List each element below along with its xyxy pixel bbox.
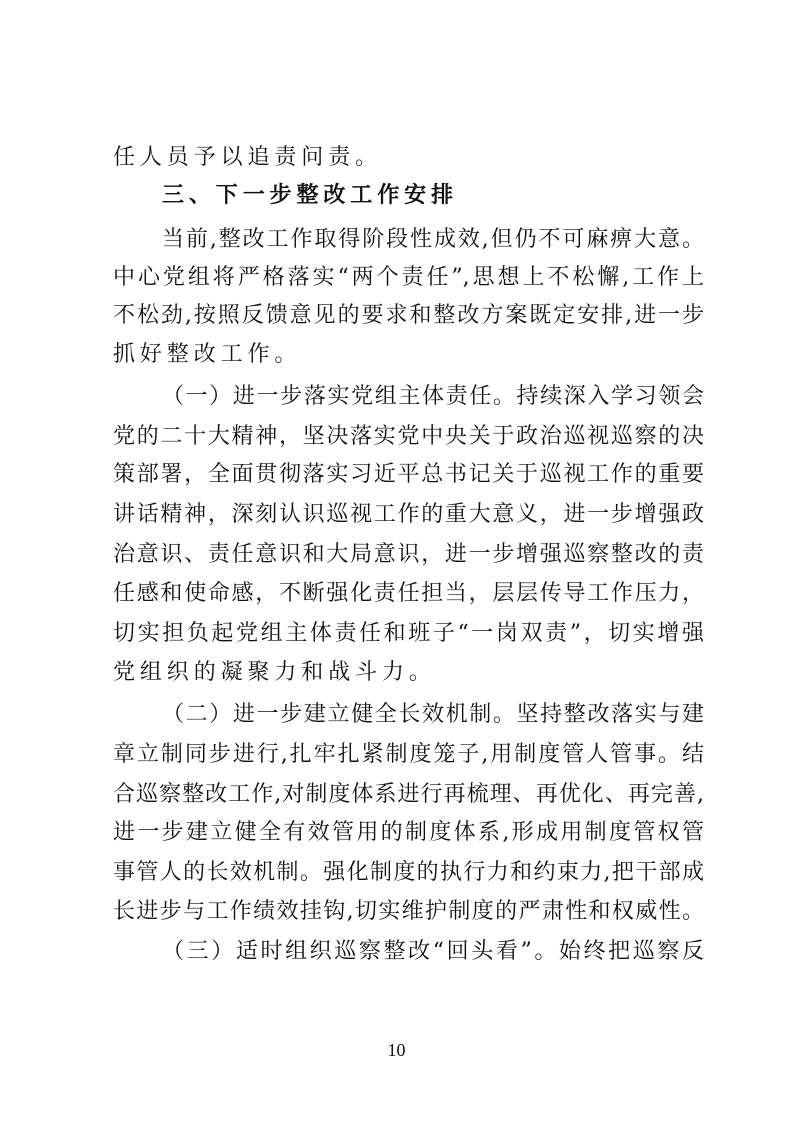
paragraph-line: 事管人的长效机制。强化制度的执行力和约束力,把干部成: [113, 860, 704, 885]
paragraph-line: 策部署，全面贯彻落实习近平总书记关于巡视工作的重要: [113, 462, 704, 487]
paragraph-line: 党组织的凝聚力和战斗力。: [113, 660, 436, 685]
paragraph-line: 中心党组将严格落实“两个责任”,思想上不松懈,工作上: [113, 265, 704, 290]
paragraph-line: 任人员予以追责问责。: [113, 145, 383, 170]
paragraph-line: 任感和使命感，不断强化责任担当，层层传导工作压力，: [113, 581, 704, 606]
paragraph-line: 进一步建立健全有效管用的制度体系,形成用制度管权管: [113, 820, 704, 845]
paragraph-line: 长进步与工作绩效挂钩,切实维护制度的严肃性和权威性。: [113, 899, 704, 924]
paragraph-line: 讲话精神，深刻认识巡视工作的重大意义，进一步增强政: [113, 502, 704, 527]
paragraph-line: 不松劲,按照反馈意见的要求和整改方案既定安排,进一步: [113, 303, 704, 328]
paragraph-line: （二）进一步建立健全长效机制。坚持整改落实与建: [162, 702, 704, 727]
page-number: 10: [387, 1040, 406, 1060]
paragraph-line: 合巡察整改工作,对制度体系进行再梳理、再优化、再完善,: [113, 782, 704, 807]
paragraph-line: 章立制同步进行,扎牢扎紧制度笼子,用制度管人管事。结: [113, 742, 704, 767]
paragraph-line: 抓好整改工作。: [113, 342, 302, 367]
paragraph-line: （三）适时组织巡察整改“回头看”。始终把巡察反: [162, 939, 704, 964]
paragraph-line: （一）进一步落实党组主体责任。持续深入学习领会: [162, 384, 704, 409]
section-heading: 三、下一步整改工作安排: [162, 183, 458, 208]
paragraph-line: 切实担负起党组主体责任和班子“一岗双责”，切实增强: [113, 621, 704, 646]
paragraph-line: 当前,整改工作取得阶段性成效,但仍不可麻痹大意。: [162, 227, 704, 252]
paragraph-line: 党的二十大精神，坚决落实党中央关于政治巡视巡察的决: [113, 424, 704, 449]
paragraph-line: 治意识、责任意识和大局意识，进一步增强巡察整改的责: [113, 542, 704, 567]
